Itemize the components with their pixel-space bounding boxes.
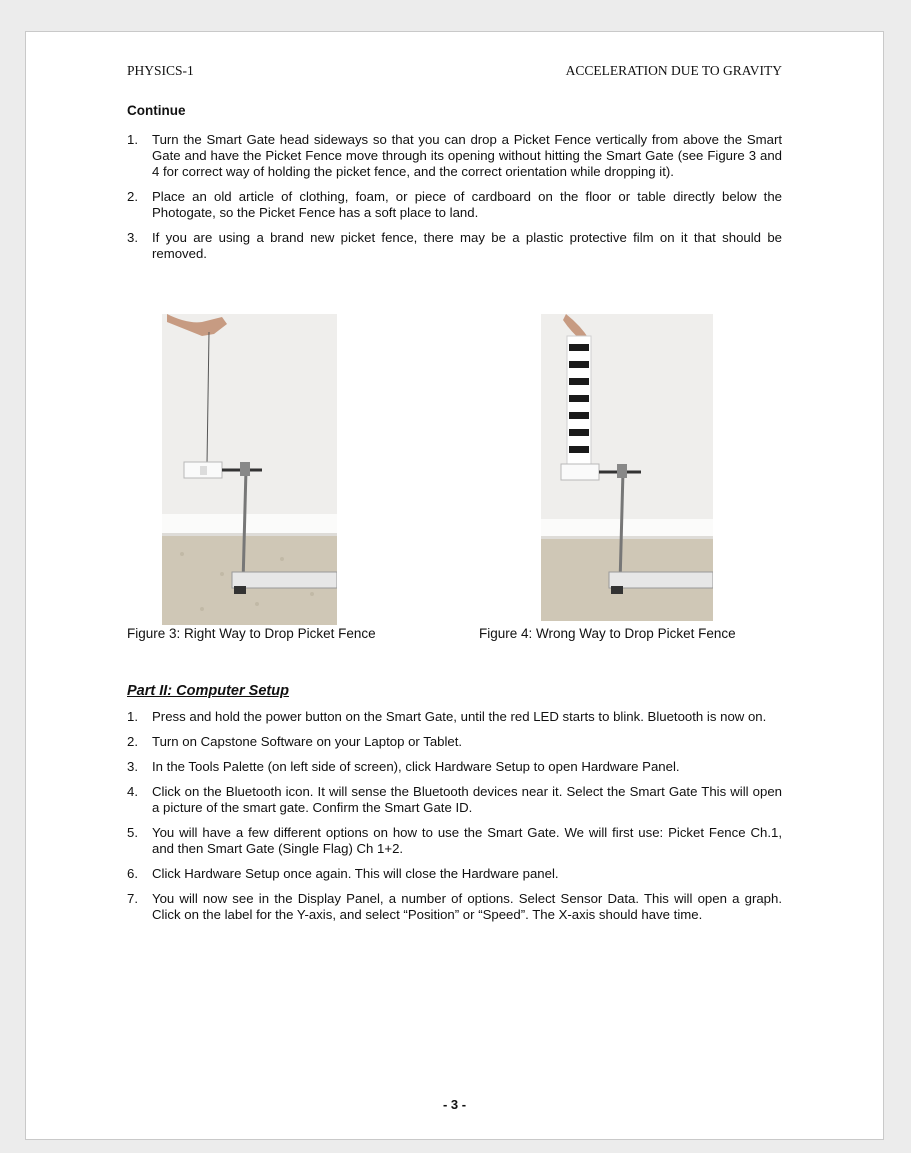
step-number: 1. (127, 132, 138, 147)
step-number: 4. (127, 784, 138, 799)
step-text: Turn the Smart Gate head sideways so that you can drop a Picket Fence vertically from above the Smart Gate and have the Picket Fence move through its opening without hitting the Smart Gate (see Figure 3 and 4 for correct way of holding the picket fence, and the correct orientation while dropping it). (152, 132, 782, 179)
step-number: 7. (127, 891, 138, 906)
step-text: If you are using a brand new picket fence, there may be a plastic protective film on it that should be removed. (152, 230, 782, 261)
step-number: 1. (127, 709, 138, 724)
list-item (127, 230, 782, 262)
step-number: 5. (127, 825, 138, 840)
document-page (25, 31, 884, 1140)
list-item (127, 759, 782, 775)
running-header (127, 63, 782, 79)
step-number: 2. (127, 734, 138, 749)
figure-4-photo (541, 314, 713, 621)
list-item (127, 132, 782, 180)
step-text: Place an old article of clothing, foam, or piece of cardboard on the floor or table directly below the Photogate, so the Picket Fence has a soft place to land. (152, 189, 782, 220)
step-text: Click on the Bluetooth icon. It will sense the Bluetooth devices near it. Select the Smart Gate This will open a picture of the smart gate. Confirm the Smart Gate ID. (152, 784, 782, 815)
step-text: Press and hold the power button on the Smart Gate, until the red LED starts to blink. Bluetooth is now on. (152, 709, 767, 724)
computer-setup-steps-list (127, 709, 782, 932)
figure-3-photo (162, 314, 337, 625)
step-text: You will now see in the Display Panel, a number of options. Select Sensor Data. This will open a graph. Click on the label for the Y-axis, and select “Position” or “Speed”. The X-axis should have time. (152, 891, 782, 922)
list-item (127, 709, 782, 725)
step-text: You will have a few different options on how to use the Smart Gate. We will first use: Picket Fence Ch.1, and then Smart Gate (Single Flag) Ch 1+2. (152, 825, 782, 856)
step-number: 2. (127, 189, 138, 204)
figure-4-caption: Figure 4: Wrong Way to Drop Picket Fence (479, 626, 736, 641)
header-title: ACCELERATION DUE TO GRAVITY (565, 63, 782, 78)
list-item (127, 784, 782, 816)
page-number: - 3 - (442, 1097, 467, 1112)
step-number: 6. (127, 866, 138, 881)
header-course: PHYSICS-1 (127, 63, 194, 78)
list-item (127, 825, 782, 857)
section-heading: Continue (127, 103, 186, 118)
step-number: 3. (127, 759, 138, 774)
list-item (127, 734, 782, 750)
step-number: 3. (127, 230, 138, 245)
list-item (127, 189, 782, 221)
step-text: In the Tools Palette (on left side of screen), click Hardware Setup to open Hardware Panel. (152, 759, 680, 774)
list-item (127, 891, 782, 923)
continue-steps-list (127, 132, 782, 271)
part-2-title: Part II: Computer Setup (127, 683, 289, 699)
step-text: Turn on Capstone Software on your Laptop or Tablet. (152, 734, 463, 749)
figure-3-caption: Figure 3: Right Way to Drop Picket Fence (127, 626, 376, 641)
step-text: Click Hardware Setup once again. This will close the Hardware panel. (152, 866, 559, 881)
list-item (127, 866, 782, 882)
